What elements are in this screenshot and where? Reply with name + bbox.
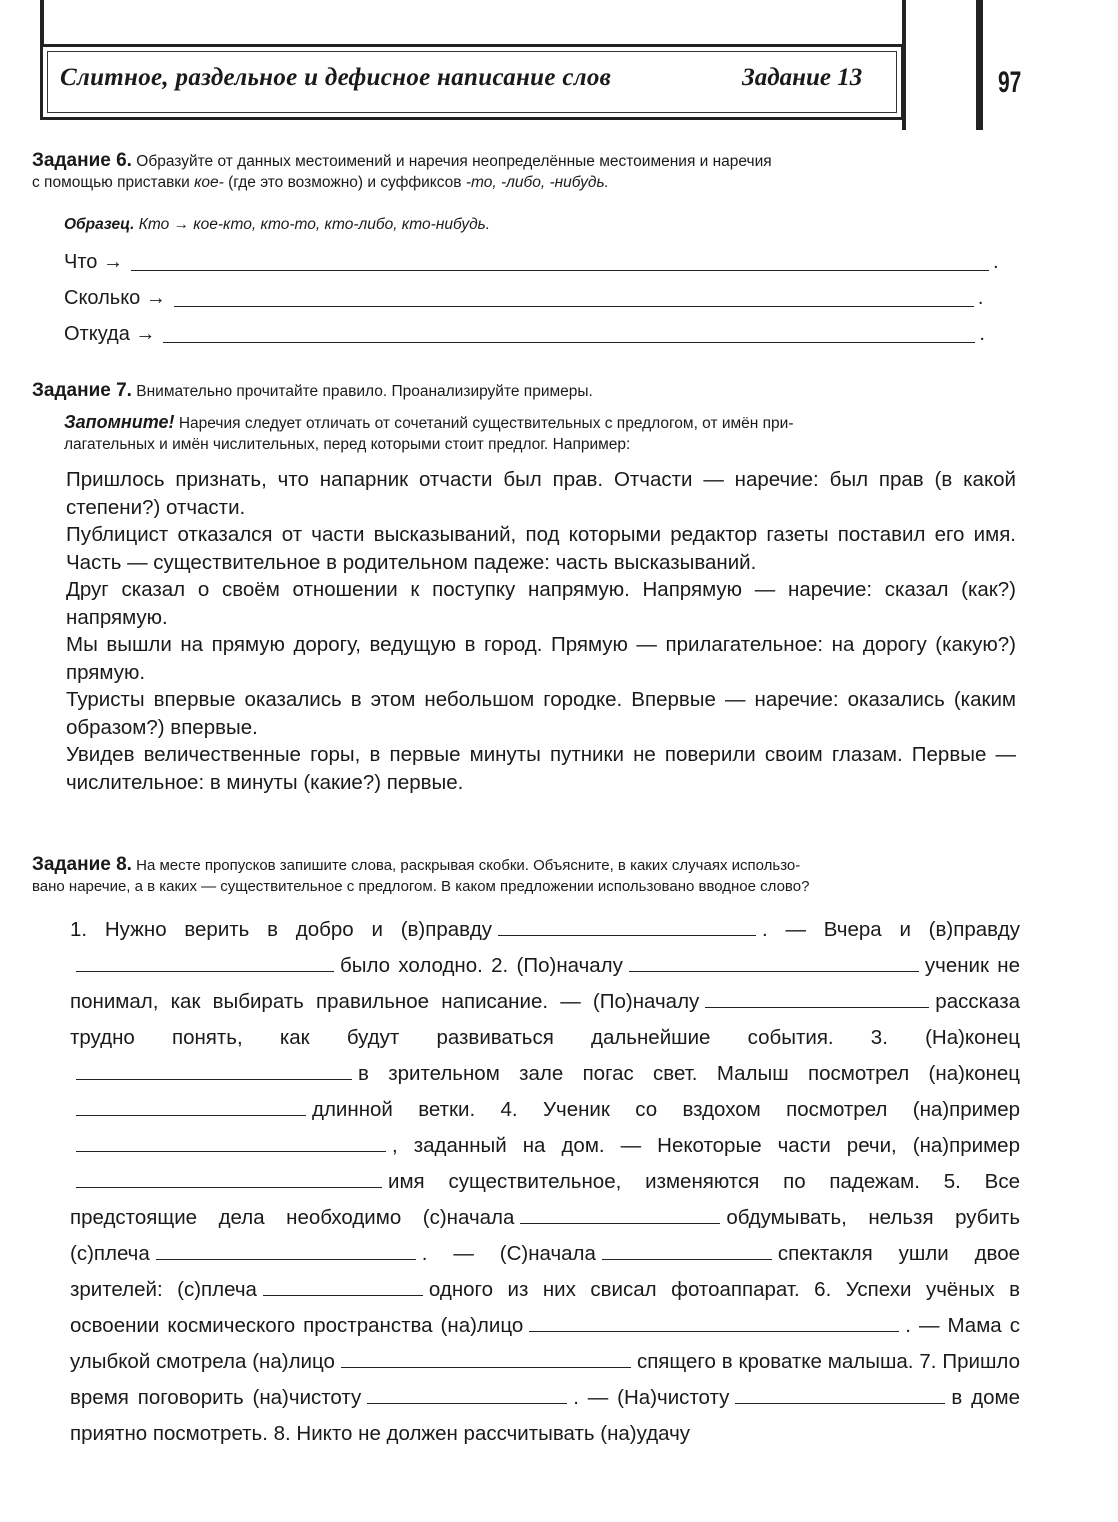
- task-6-text-2c: (где это возможно) и суффиксов: [223, 174, 466, 191]
- answer-blank[interactable]: [735, 1385, 945, 1404]
- task-6-text-2a: с помощью приставки: [32, 174, 195, 191]
- example-paragraph: Друг сказал о своём отношении к поступку напрямую. Напрямую — наречие: сказал (как?) напрямую.: [66, 578, 1016, 629]
- answer-blank[interactable]: [602, 1241, 772, 1260]
- answer-blank[interactable]: [76, 1061, 352, 1080]
- task-8-exercise: 1. Нужно верить в добро и (в)правду . — Вчера и (в)правдубыло холодно. 2. (По)началу ученик не понимал, как выбирать правильное написание. — (По)началу рассказа трудно понять, как будут развиваться дальнейшие события. 3. (На)конецв зрительном зале погас свет. Малыш посмотрел (на)конецдлинной ветки. 4. Ученик со вздохом посмотрел (на)пример, заданный на дом. — Некоторые части речи, (на)примеримя существительное, изменяются по падежам. 5. Все предстоящие дела необходимо (с)начала обдумывать, нельзя рубить (с)плеча . — (С)начала спектакля ушли двое зрителей: (с)плеча одного из них свисал фотоаппарат. 6. Успехи учёных в освоении космического пространства (на)лицо . — Мама с улыбкой смотрела (на)лицо спящего в кроватке малыша. 7. Пришло время поговорить (на)чистоту . — (На)чистоту в доме приятно посмотреть. 8. Никто не должен рассчитывать (на)удачу: [70, 918, 1021, 1445]
- example-paragraph: Увидев величественные горы, в первые минуты путники не поверили своим глазам. Первые — числительное: в минуты (какие?) первые.: [66, 743, 1016, 794]
- answer-blank[interactable]: [629, 953, 919, 972]
- remember-text-2: лагательных и имён числительных, перед которыми стоит предлог. Например:: [64, 436, 631, 453]
- example-paragraph: Туристы впервые оказались в этом небольшом городке. Впервые — наречие: оказались (каким образом?) впервые.: [66, 688, 1016, 739]
- task-6-intro: [32, 150, 1022, 193]
- answer-blank[interactable]: [529, 1313, 899, 1332]
- answer-blank[interactable]: [76, 1169, 382, 1188]
- answer-line[interactable]: [163, 322, 975, 343]
- task-7-intro: [32, 380, 593, 402]
- answer-blank[interactable]: [705, 989, 929, 1008]
- task-7-label: Задание 7.: [32, 380, 132, 401]
- task-8-text-2: вано наречие, а в каких — существительное с предлогом. В каком предложении использовано вводное слово?: [32, 878, 810, 895]
- answer-blank[interactable]: [76, 1097, 306, 1116]
- task-6-label: Задание 6.: [32, 150, 132, 171]
- answer-blank[interactable]: [520, 1205, 720, 1224]
- example-paragraph: Публицист отказался от части высказываний, под которыми редактор газеты поставил его имя. Часть — существительное в родительном падеже: часть высказываний.: [66, 523, 1016, 574]
- task-6-suffixes: -то, -либо, -нибудь.: [465, 174, 609, 191]
- answer-blank[interactable]: [76, 1133, 386, 1152]
- answer-line[interactable]: [174, 286, 974, 307]
- example-paragraph: Пришлось признать, что напарник отчасти был прав. Отчасти — наречие: был прав (в какой степени?) отчасти.: [66, 468, 1016, 519]
- task-6-row-word: Сколько →: [64, 287, 166, 309]
- answer-blank[interactable]: [498, 917, 756, 936]
- example-paragraph: Мы вышли на прямую дорогу, ведущую в город. Прямую — прилагательное: на дорогу (какую?) прямую.: [66, 633, 1016, 684]
- answer-blank[interactable]: [367, 1385, 567, 1404]
- task-7-examples: [66, 466, 1016, 796]
- task-6-sample-text: Кто → кое-кто, кто-то, кто-либо, кто-нибудь.: [138, 216, 491, 233]
- answer-blank[interactable]: [263, 1277, 423, 1296]
- task-7-text: Внимательно прочитайте правило. Проанализируйте примеры.: [136, 383, 593, 400]
- task-6-row-word: Что →: [64, 251, 123, 273]
- task-6-row: Откуда → .: [64, 323, 985, 345]
- section-title: Слитное, раздельное и дефисное написание слов: [60, 64, 612, 91]
- remember-label: Запомните!: [64, 412, 175, 432]
- task-8-text-1: На месте пропусков запишите слова, раскрывая скобки. Объясните, в каких случаях использо-: [136, 857, 801, 874]
- answer-blank[interactable]: [341, 1349, 631, 1368]
- task-6-row: Что → .: [64, 251, 999, 273]
- task-6-row-word: Откуда →: [64, 323, 156, 345]
- task-6-row: Сколько → .: [64, 287, 984, 309]
- frame-left-rule: [40, 0, 44, 46]
- task-6-sample: [64, 214, 490, 235]
- task-6-text-1: Образуйте от данных местоимений и наречия неопределённые местоимения и наречия: [136, 153, 772, 170]
- task-6-prefix: кое-: [194, 174, 224, 191]
- answer-blank[interactable]: [76, 953, 334, 972]
- task-8-intro: [32, 854, 1022, 897]
- page-edge-rule: [976, 0, 983, 130]
- answer-line[interactable]: [131, 250, 989, 271]
- remember-text-1: Наречия следует отличать от сочетаний существительных с предлогом, от имён при-: [178, 415, 794, 432]
- page-number: 97: [998, 66, 1022, 99]
- task-7-rule: [64, 412, 1014, 455]
- task-6-sample-label: Образец.: [64, 216, 135, 233]
- answer-blank[interactable]: [156, 1241, 416, 1260]
- task-8-label: Задание 8.: [32, 854, 132, 875]
- section-task-number: Задание 13: [742, 64, 863, 91]
